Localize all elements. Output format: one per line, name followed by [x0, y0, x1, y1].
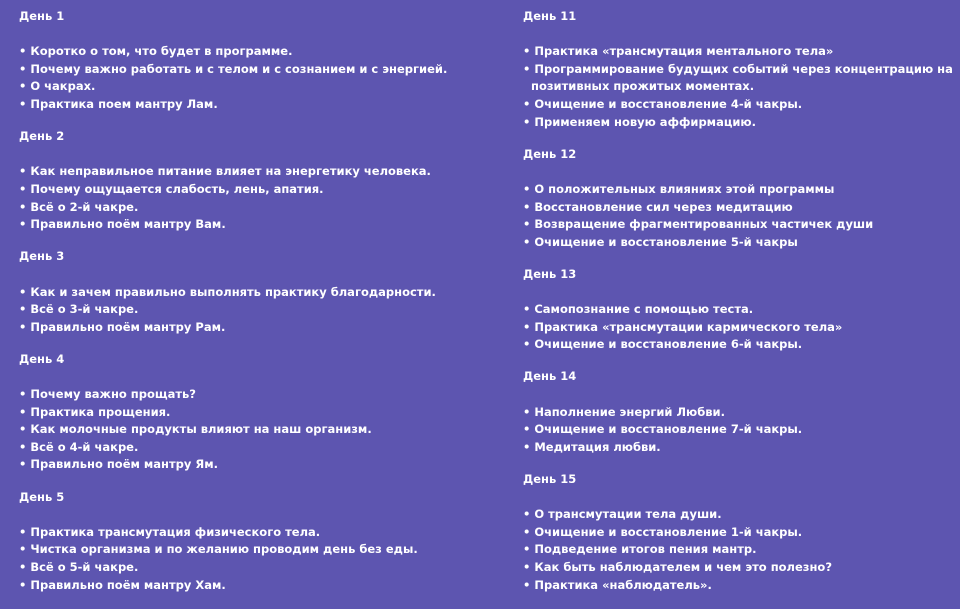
list-item: • Очищение и восстановление 4-й чакры. [523, 96, 803, 111]
list-item: • Коротко о том, что будет в программе. [19, 44, 293, 59]
list-item: • Правильно поём мантру Вам. [19, 217, 226, 232]
list-item: • Медитация любви. [523, 439, 661, 454]
list-item: • Почему важно прощать? [19, 387, 196, 402]
day-item-list [523, 506, 953, 594]
day-block [523, 266, 953, 354]
list-item: • Всё о 5-й чакре. [19, 560, 139, 574]
list-item: • Всё о 2-й чакре. [19, 199, 139, 214]
day-item-list [19, 284, 499, 337]
list-item: • Восстановление сил через медитацию [523, 199, 793, 214]
list-item: • Очищение и восстановление 7-й чакры. [523, 422, 803, 437]
list-item: • О чакрах. [19, 79, 96, 94]
list-item: • Наполнение энергий Любви. [523, 404, 725, 419]
list-item: • Как неправильное питание влияет на энергетику человека. [19, 164, 431, 179]
list-item: • Практика прощения. [19, 404, 171, 419]
day-item-list [523, 181, 953, 251]
day-title: День 2 [19, 129, 65, 144]
day-block [19, 489, 499, 595]
list-item: • Как молочные продукты влияют на наш организм. [19, 422, 372, 437]
right-column [523, 8, 953, 609]
day-title: День 15 [523, 472, 577, 487]
list-item: • Возвращение фрагментированных частичек души [523, 217, 874, 232]
list-item: • Очищение и восстановление 5-й чакры [523, 234, 798, 249]
list-item: • Правильно поём мантру Хам. [19, 577, 226, 592]
day-item-list [523, 43, 953, 131]
list-item: • Почему важно работать и с телом и с сознанием и с энергией. [19, 61, 448, 76]
list-item: • Правильно поём мантру Рам. [19, 319, 226, 334]
day-block [19, 248, 499, 336]
list-item: • Практика «трансмутации кармического тела» [523, 319, 843, 334]
day-item-list [523, 301, 953, 354]
list-item: • О трансмутации тела души. [523, 507, 722, 522]
left-column [19, 8, 499, 609]
list-item: • Очищение и восстановление 1-й чакры. [523, 524, 803, 539]
day-block [523, 8, 953, 131]
day-title: День 1 [19, 9, 65, 23]
day-item-list [19, 163, 499, 233]
list-item: • Применяем новую аффирмацию. [523, 114, 756, 129]
day-block [523, 368, 953, 456]
day-title: День 3 [19, 249, 65, 264]
list-item: • Практика «трансмутация ментального тела» [523, 44, 834, 59]
day-title: День 11 [523, 9, 577, 23]
list-item: • Самопознание с помощью теста. [523, 302, 754, 317]
list-item: • Практика «наблюдатель». [523, 577, 712, 592]
day-block [523, 146, 953, 252]
day-title: День 13 [523, 266, 577, 281]
list-item: • Подведение итогов пения мантр. [523, 542, 757, 557]
list-item: • Программирование будущих событий через концентрацию на позитивных прожитых моментах. [523, 61, 953, 94]
list-item: • Всё о 3-й чакре. [19, 302, 139, 317]
day-block [19, 8, 499, 114]
day-block [19, 351, 499, 474]
day-title: День 12 [523, 146, 577, 161]
day-block [19, 128, 499, 234]
day-item-list [523, 404, 953, 457]
list-item: • Почему ощущается слабость, лень, апатия. [19, 181, 324, 196]
day-title: День 14 [523, 369, 577, 384]
day-item-list [19, 524, 499, 594]
day-item-list [19, 386, 499, 474]
list-item: • Всё о 4-й чакре. [19, 439, 139, 454]
day-title: День 5 [19, 489, 65, 504]
list-item: • Как быть наблюдателем и чем это полезно? [523, 560, 832, 574]
day-title: День 4 [19, 351, 65, 366]
list-item: • Очищение и восстановление 6-й чакры. [523, 337, 803, 352]
list-item: • Практика трансмутация физического тела. [19, 524, 321, 539]
list-item: • Правильно поём мантру Ям. [19, 457, 219, 472]
list-item: • Как и зачем правильно выполнять практику благодарности. [19, 284, 436, 299]
list-item: • Чистка организма и по желанию проводим день без еды. [19, 542, 418, 557]
list-item: • О положительных влияниях этой программы [523, 181, 835, 196]
list-item: • Практика поем мантру Лам. [19, 96, 218, 111]
day-block [523, 471, 953, 594]
day-item-list [19, 43, 499, 113]
